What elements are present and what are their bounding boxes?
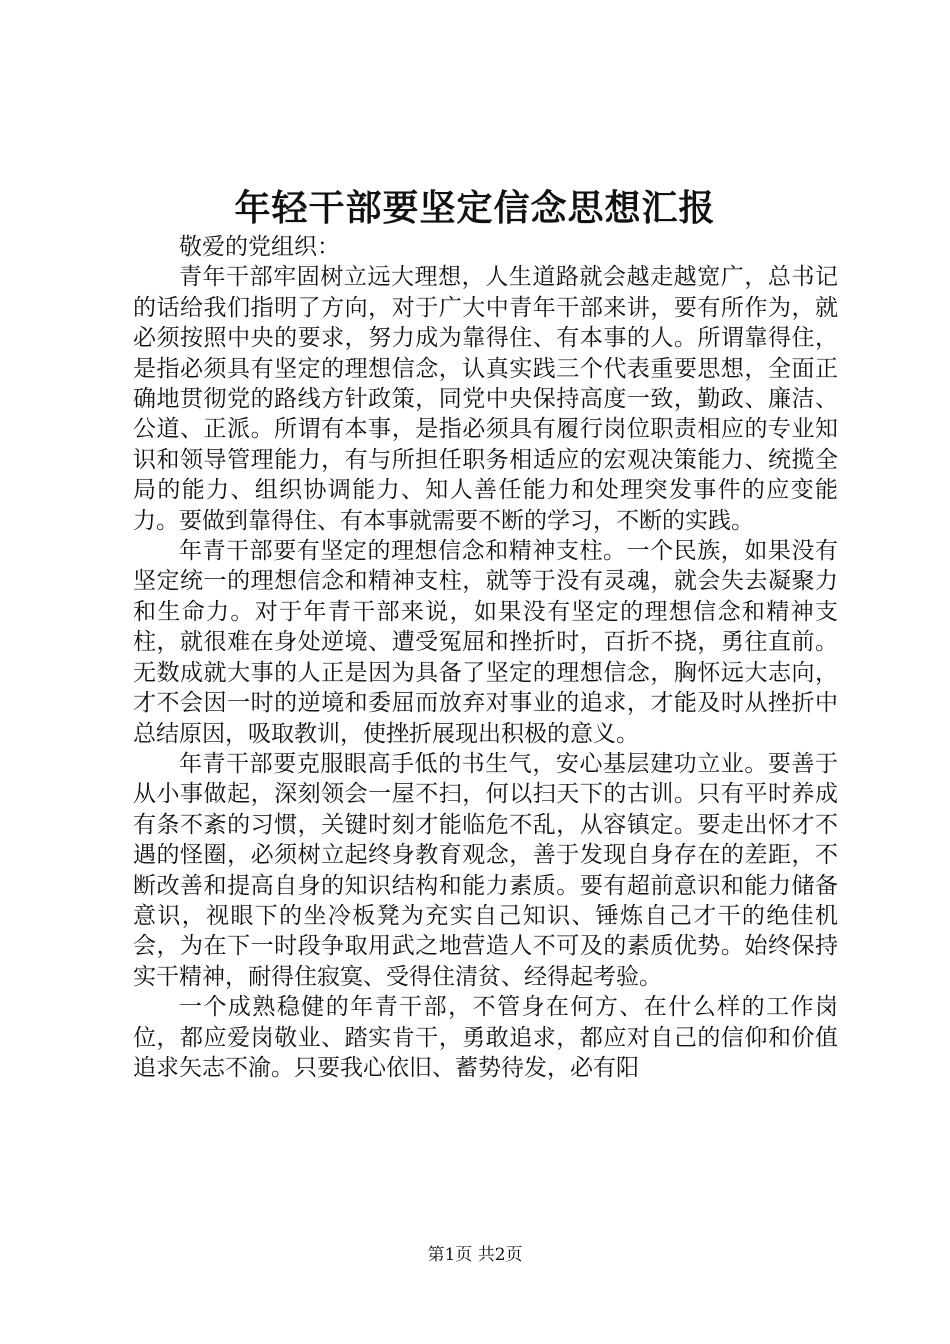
page-number-footer: 第1页 共2页 bbox=[427, 1245, 523, 1265]
paragraph-1: 青年干部牢固树立远大理想，人生道路就会越走越宽广，总书记的话给我们指明了方向，对于广大中青年干部来讲，要有所作为，就必须按照中央的要求，努力成为靠得住、有本事的人。所谓靠得住，是指必须具有坚定的理想信念，认真实践三个代表重要思想，全面正确地贯彻党的路线方针政策，同党中央保持高度一致，勤政、廉洁、公道、正派。所谓有本事，是指必须具有履行岗位职责相应的专业知识和领导管理能力，有与所担任职务相适应的宏观决策能力、统揽全局的能力、组织协调能力、知人善任能力和处理突发事件的应变能力。要做到靠得住、有本事就需要不断的学习，不断的实践。 bbox=[133, 264, 838, 534]
salutation: 敬爱的党组织： bbox=[179, 234, 340, 260]
paragraph-2: 年青干部要有坚定的理想信念和精神支柱。一个民族，如果没有坚定统一的理想信念和精神支柱，就等于没有灵魂，就会失去凝聚力和生命力。对于年青干部来说，如果没有坚定的理想信念和精神支柱，就很难在身处逆境、遭受冤屈和挫折时，百折不挠，勇往直前。无数成就大事的人正是因为具备了坚定的理想信念，胸怀远大志向，才不会因一时的逆境和委屈而放弃对事业的追求，才能及时从挫折中总结原因，吸取教训，使挫折展现出积极的意义。 bbox=[133, 538, 838, 747]
document-title: 年轻干部要坚定信念思想汇报 bbox=[234, 187, 716, 229]
document-body bbox=[133, 232, 838, 1083]
paragraph-3: 年青干部要克服眼高手低的书生气，安心基层建功立业。要善于从小事做起，深刻领会一屋不扫，何以扫天下的古训。只有平时养成有条不紊的习惯，关键时刻才能临危不乱，从容镇定。要走出怀才不遇的怪圈，必须树立起终身教育观念，善于发现自身存在的差距，不断改善和提高自身的知识结构和能力素质。要有超前意识和能力储备意识，视眼下的坐冷板凳为充实自己知识、锤炼自己才干的绝佳机会，为在下一时段争取用武之地营造人不可及的素质优势。始终保持实干精神，耐得住寂寞、受得住清贫、经得起考验。 bbox=[133, 750, 838, 990]
paragraph-4: 一个成熟稳健的年青干部，不管身在何方、在什么样的工作岗位，都应爱岗敬业、踏实肯干，勇敢追求，都应对自己的信仰和价值追求矢志不渝。只要我心依旧、蓄势待发，必有阳 bbox=[133, 994, 838, 1081]
